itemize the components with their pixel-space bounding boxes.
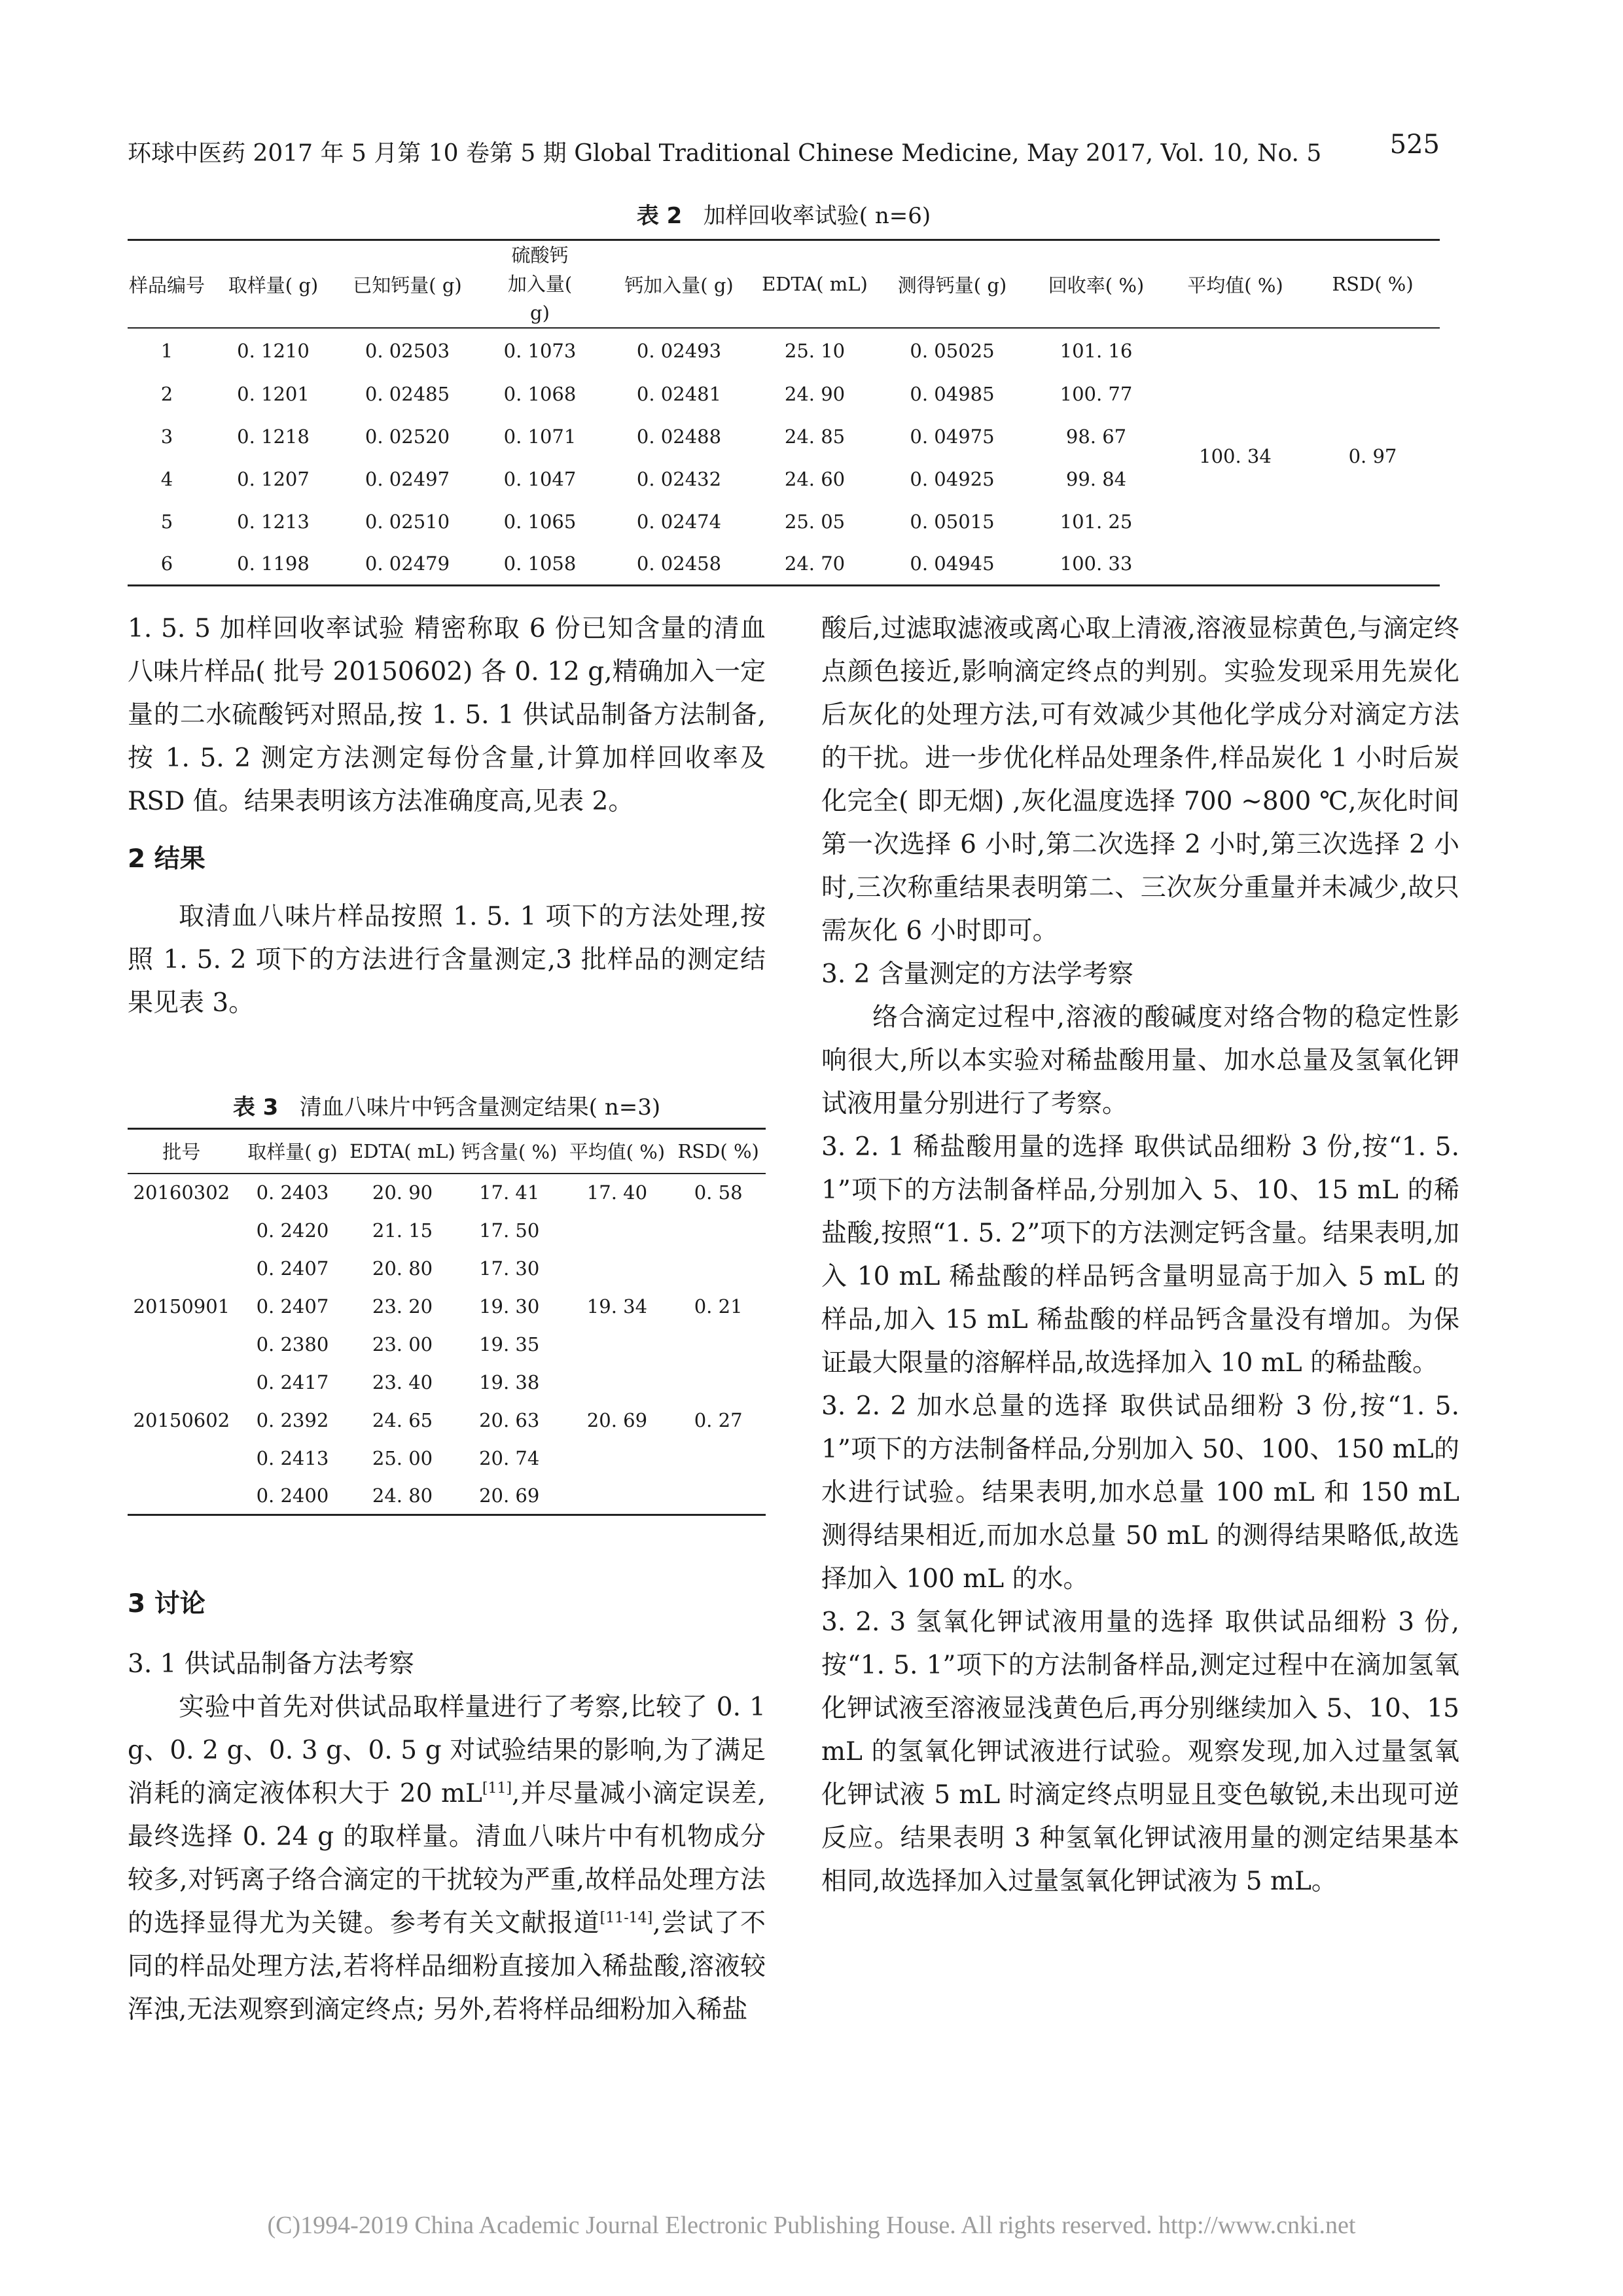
table3-rsd-cell: 0. 21 [694,1295,743,1318]
section-2-heading: 2 结果 [128,844,205,874]
table3-cell: 23. 20 [372,1295,433,1318]
table2-header: 已知钙量( g) [340,240,474,329]
table2-header: EDTA( mL) [753,240,877,329]
section-3-2-1: 3. 2. 1 稀盐酸用量的选择 取供试品细粉 3 份,按“1. 5. 1”项下的方法制备样品,分别加入 5、10、15 mL 的稀盐酸,按照“1. 5. 2”项下的方法测定钙含量。结果表明,加入 10 mL 稀盐酸的样品钙含量明显高于加入 5 mL 的样品,加入 15 mL 稀盐酸的样品钙含量没有增加。为保证最大限量的溶解样品,故选择加入 10 mL 的稀盐酸。 [821,1132,1459,1378]
table2-cell: 0. 05025 [910,339,995,362]
left-column-discussion [128,1583,766,2032]
table2-caption [128,198,1440,230]
table2 [128,239,1440,586]
table2-cell: 5 [160,510,173,533]
table2-cell: 24. 85 [784,425,846,448]
table2-cell: 99. 84 [1065,467,1127,490]
table2-cell: 0. 02458 [636,552,722,575]
table2-cell: 101. 25 [1060,510,1133,533]
table2-label: 表 2 [636,203,683,229]
table3-batch-cell [128,1363,236,1401]
table3-caption-text: 清血八味片中钙含量测定结果( n=3) [299,1094,661,1121]
section-3-1-title: 3. 1 供试品制备方法考察 [128,1649,414,1679]
table3-cell: 20. 90 [372,1181,433,1204]
table3-batch-cell: 20160302 [133,1181,230,1204]
table2-cell: 0. 1210 [237,339,310,362]
table3-cell: 0. 2413 [256,1446,329,1469]
table2-mean-cell: 100. 34 [1199,445,1272,468]
table2-cell: 24. 90 [784,382,846,405]
section-2-body: 取清血八味片样品按照 1. 5. 1 项下的方法处理,按照 1. 5. 2 项下的方法进行含量测定,3 批样品的测定结果见表 3。 [128,902,766,1018]
table2-cell: 98. 67 [1065,425,1127,448]
table2-cell: 0. 02485 [365,382,450,405]
citation-11[interactable]: [11] [482,1780,512,1797]
table3-cell: 19. 35 [479,1333,540,1355]
table2-cell: 0. 04985 [910,382,995,405]
table2-cell: 2 [160,382,173,405]
table3-header: 批号 [128,1129,236,1174]
table3-cell: 17. 41 [479,1181,540,1204]
table2-cell: 0. 02474 [636,510,722,533]
table3-batch-cell: 20150901 [133,1295,230,1318]
table3-batch-cell: 20150602 [133,1408,230,1431]
table3-mean-cell [563,1211,671,1249]
table3-header: 钙含量( %) [455,1129,563,1174]
table3-rsd-cell [671,1363,766,1401]
table3-row [128,1325,766,1363]
table3-cell: 0. 2417 [256,1371,329,1393]
section-3-2-2: 3. 2. 2 加水总量的选择 取供试品细粉 3 份,按“1. 5. 1”项下的方法制备样品,分别加入 50、100、150 mL的水进行试验。结果表明,加水总量 100 mL 和 150 mL 测得结果相近,而加水总量 50 mL 的测得结果略低,故选择加入 100 mL 的水。 [821,1391,1459,1594]
table3-mean-cell [563,1325,671,1363]
table3-mean-cell: 17. 40 [586,1181,648,1204]
page-number: 525 [1389,130,1440,160]
table3-header: 取样量( g) [236,1129,349,1174]
table2-header: 硫酸钙 加入量( g) [474,240,605,329]
table3-mean-cell [563,1477,671,1515]
table2-cell: 24. 70 [784,552,846,575]
table2-cell: 0. 02520 [365,425,450,448]
table2-header: 钙加入量( g) [605,240,753,329]
table2-cell: 100. 33 [1060,552,1133,575]
table3-header: EDTA( mL) [349,1129,455,1174]
citation-11-14[interactable]: [11-14] [599,1910,653,1926]
table2-cell: 0. 05015 [910,510,995,533]
section-3-1-continued: 酸后,过滤取滤液或离心取上清液,溶液显棕黄色,与滴定终点颜色接近,影响滴定终点的判别。实验发现采用先炭化后灰化的处理方法,可有效减少其他化学成分对滴定方法的干扰。进一步优化样品处理条件,样品炭化 1 小时后炭化完全( 即无烟) ,灰化温度选择 700 ~800 ℃,灰化时间第一次选择 6 小时,第二次选择 2 小时,第三次选择 2 小时,三次称重结果表明第二、三次灰分重量并未减少,故只需灰化 6 小时即可。 [821,614,1459,946]
table2-cell: 24. 60 [784,467,846,490]
table3 [128,1128,766,1516]
table2-cell: 6 [160,552,173,575]
section-3-1-body [128,1686,766,2032]
copyright-footer: (C)1994-2019 China Academic Journal Electronic Publishing House. All rights reserved. http://www.cnki.net [267,2212,1356,2239]
running-header [128,130,1440,169]
table3-row [128,1287,766,1325]
table2-row [128,328,1440,372]
table3-cell: 0. 2403 [256,1181,329,1204]
table2-caption-text: 加样回收率试验( n=6) [703,203,931,229]
table2-cell: 0. 1207 [237,467,310,490]
section-3-2-body: 络合滴定过程中,溶液的酸碱度对络合物的稳定性影响很大,所以本实验对稀盐酸用量、加水总量及氢氧化钾试液用量分别进行了考察。 [821,1003,1459,1119]
table2-header-row [128,240,1440,329]
table2-cell: 0. 04945 [910,552,995,575]
table2-rsd-cell: 0. 97 [1348,445,1397,468]
table3-cell: 24. 80 [372,1484,433,1507]
table3-row [128,1174,766,1211]
table3-batch-cell [128,1477,236,1515]
table3-row [128,1439,766,1477]
table2-header: 取样量( g) [206,240,340,329]
table3-cell: 0. 2400 [256,1484,329,1507]
table3-mean-cell [563,1249,671,1287]
table3-batch-cell [128,1325,236,1363]
table3-row [128,1363,766,1401]
table3-cell: 20. 80 [372,1257,433,1280]
table3-mean-cell: 19. 34 [586,1295,648,1318]
table3-cell: 20. 63 [479,1408,540,1431]
section-3-heading: 3 讨论 [128,1589,205,1619]
section-3-1-text-a: 实验中首先对供试品取样量进行了考察,比较了 0. 1 g、0. 2 g、0. 3 g、0. 5 g 对试验结果的影响,为了满足消耗的滴定液体积大于 20 mL [128,1693,766,1808]
table3-label: 表 3 [232,1094,279,1121]
table2-cell: 0. 04925 [910,467,995,490]
table2-cell: 0. 1201 [237,382,310,405]
table3-cell: 23. 40 [372,1371,433,1393]
table2-header: 样品编号 [128,240,206,329]
section-3-2-heading: 3. 2 含量测定的方法学考察 [821,960,1133,989]
section-1-5-5: 1. 5. 5 加样回收率试验 精密称取 6 份已知含量的清血八味片样品( 批号 20150602) 各 0. 12 g,精确加入一定量的二水硫酸钙对照品,按 1. 5. 1 供试品制备方法制备,按 1. 5. 2 测定方法测定每份含量,计算加样回收率及 RSD 值。结果表明该方法准确度高,见表 2。 [128,614,766,816]
table2-header: 平均值( %) [1165,240,1306,329]
table3-rsd-cell [671,1325,766,1363]
table2-cell: 0. 02493 [636,339,722,362]
table2-cell: 0. 1071 [503,425,577,448]
table3-rsd-cell [671,1249,766,1287]
section-3-1-text-c: ,尝试了不同的样品处理方法,若将样品细粉直接加入稀盐酸,溶液较浑浊,无法观察到滴定终点; 另外,若将样品细粉加入稀盐 [128,1909,766,2024]
table3-row [128,1401,766,1439]
table2-cell: 0. 04975 [910,425,995,448]
left-column [128,607,766,1025]
table3-cell: 0. 2407 [256,1295,329,1318]
table2-cell: 0. 02497 [365,467,450,490]
table3-rsd-cell: 0. 58 [694,1181,743,1204]
table3-batch-cell [128,1211,236,1249]
table3-header-row [128,1129,766,1174]
table2-cell: 0. 1198 [237,552,310,575]
table3-cell: 25. 00 [372,1446,433,1469]
table2-cell: 0. 02488 [636,425,722,448]
table3-rsd-cell [671,1439,766,1477]
table3-cell: 19. 30 [479,1295,540,1318]
table2-cell: 0. 1218 [237,425,310,448]
table2-cell: 25. 05 [784,510,846,533]
table2-cell: 0. 1073 [503,339,577,362]
table3-cell: 20. 74 [479,1446,540,1469]
table3-cell: 0. 2407 [256,1257,329,1280]
right-column [821,607,1459,1903]
table2-cell: 25. 10 [784,339,846,362]
table2-cell: 0. 1058 [503,552,577,575]
table2-cell: 101. 16 [1060,339,1133,362]
section-3-2-3: 3. 2. 3 氢氧化钾试液用量的选择 取供试品细粉 3 份,按“1. 5. 1”项下的方法制备样品,测定过程中在滴加氢氧化钾试液至溶液显浅黄色后,再分别继续加入 5、10、15 mL 的氢氧化钾试液进行试验。观察发现,加入过量氢氧化钾试液 5 mL 时滴定终点明显且变色敏锐,未出现可逆反应。结果表明 3 种氢氧化钾试液用量的测定结果基本相同,故选择加入过量氢氧化钾试液为 5 mL。 [821,1607,1459,1896]
table3-header: RSD( %) [671,1129,766,1174]
table2-cell: 0. 1213 [237,510,310,533]
table3-rsd-cell [671,1211,766,1249]
table3-mean-cell: 20. 69 [586,1408,648,1431]
table3-batch-cell [128,1249,236,1287]
table3-cell: 21. 15 [372,1219,433,1242]
table3-cell: 17. 30 [479,1257,540,1280]
table3-cell: 19. 38 [479,1371,540,1393]
table3-rsd-cell [671,1477,766,1515]
table3-cell: 23. 00 [372,1333,433,1355]
table3-cell: 0. 2392 [256,1408,329,1431]
table2-cell: 0. 02479 [365,552,450,575]
table3-header: 平均值( %) [563,1129,671,1174]
table2-cell: 0. 1068 [503,382,577,405]
table3-cell: 24. 65 [372,1408,433,1431]
section-3-1-heading [128,1643,766,1686]
table3-cell: 20. 69 [479,1484,540,1507]
table3-rsd-cell: 0. 27 [694,1408,743,1431]
table3-caption [128,1089,766,1121]
table2-header: RSD( %) [1306,240,1440,329]
table2-header: 回收率( %) [1027,240,1165,329]
table2-cell: 0. 02510 [365,510,450,533]
table2-cell: 1 [160,339,173,362]
table3-mean-cell [563,1439,671,1477]
table3-cell: 0. 2380 [256,1333,329,1355]
table2-cell: 0. 1047 [503,467,577,490]
section-3-1-text-b: ,并尽量减小滴定误差,最终选择 0. 24 g 的取样量。清血八味片中有机物成分较多,对钙离子络合滴定的干扰较为严重,故样品处理方法的选择显得尤为关键。参考有关文献报道 [128,1779,766,1938]
table2-cell: 0. 02481 [636,382,722,405]
table2-cell: 3 [160,425,173,448]
table3-row [128,1211,766,1249]
table3-batch-cell [128,1439,236,1477]
table2-cell: 0. 02503 [365,339,450,362]
table2-cell: 0. 02432 [636,467,722,490]
table3-cell: 0. 2420 [256,1219,329,1242]
table2-cell: 0. 1065 [503,510,577,533]
journal-running-title: 环球中医药 2017 年 5 月第 10 卷第 5 期 Global Traditional Chinese Medicine, May 2017, Vol. 10, No. 5 [128,140,1322,167]
table3-row [128,1249,766,1287]
table2-cell: 100. 77 [1060,382,1133,405]
table3-mean-cell [563,1363,671,1401]
table3-row [128,1477,766,1515]
table3-cell: 17. 50 [479,1219,540,1242]
table2-header: 测得钙量( g) [877,240,1027,329]
table2-cell: 4 [160,467,173,490]
